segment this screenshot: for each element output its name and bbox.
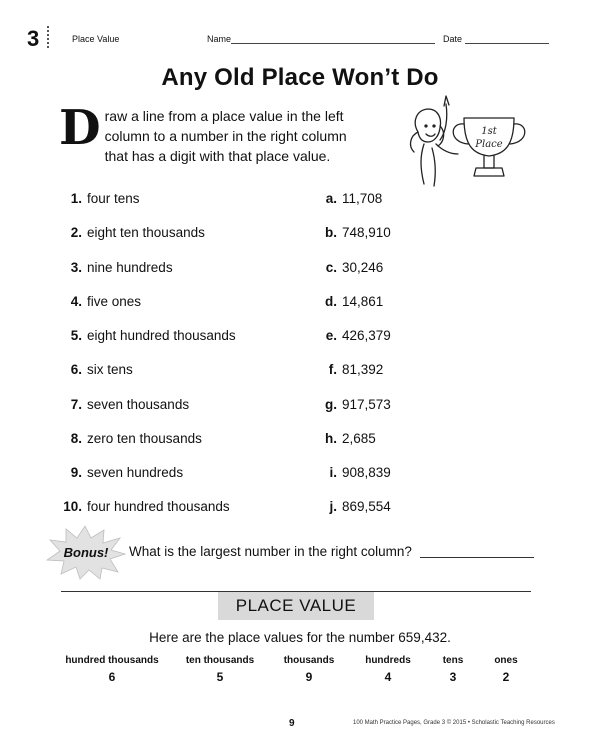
date-field[interactable]: [465, 43, 549, 44]
item-text: seven thousands: [87, 397, 190, 412]
left-item[interactable]: [60, 397, 189, 412]
name-label: Name: [207, 34, 232, 44]
right-item[interactable]: [312, 191, 382, 206]
item-text: eight hundred thousands: [87, 328, 236, 343]
bonus-question: What is the largest number in the right column?: [129, 544, 412, 559]
drop-cap: D: [59, 100, 101, 156]
left-item[interactable]: [60, 431, 202, 446]
place-value-digit: 4: [384, 670, 392, 684]
place-value-digit: 6: [108, 670, 116, 684]
place-value-digit: 2: [502, 670, 510, 684]
item-number: 9.: [70, 465, 82, 480]
trophy-label-2: Place: [475, 139, 503, 150]
header-topic: Place Value: [72, 34, 120, 44]
place-value-column-label: thousands: [283, 655, 335, 666]
item-number: 4.: [70, 294, 82, 309]
place-value-digit: 5: [216, 670, 224, 684]
page-title: Any Old Place Won’t Do: [161, 64, 439, 91]
right-item[interactable]: [312, 397, 391, 412]
item-number: 8.: [70, 431, 82, 446]
right-item[interactable]: [312, 225, 391, 240]
item-value: 908,839: [342, 465, 391, 480]
right-item[interactable]: [312, 465, 391, 480]
item-letter: e.: [325, 328, 337, 343]
item-value: 2,685: [342, 431, 376, 446]
item-value: 869,554: [342, 499, 391, 514]
item-letter: b.: [325, 225, 337, 240]
item-value: 30,246: [342, 260, 384, 275]
item-text: zero ten thousands: [87, 431, 202, 446]
left-item[interactable]: [60, 260, 173, 275]
bonus-label: Bonus!: [63, 545, 109, 560]
item-text: eight ten thousands: [87, 225, 205, 240]
left-item[interactable]: [60, 294, 141, 309]
right-item[interactable]: [312, 362, 383, 377]
item-text: six tens: [87, 362, 133, 377]
item-number: 5.: [70, 328, 82, 343]
page-section-number: 3: [27, 26, 40, 51]
place-value-heading: PLACE VALUE: [218, 592, 374, 620]
place-value-column-label: ten thousands: [185, 655, 255, 666]
left-item[interactable]: [60, 225, 205, 240]
right-item[interactable]: [312, 499, 391, 514]
place-value-column-label: ones: [494, 655, 518, 666]
item-text: nine hundreds: [87, 260, 173, 275]
item-number: 2.: [70, 225, 82, 240]
bonus-starburst-icon: [44, 524, 126, 580]
item-number: 1.: [70, 191, 82, 206]
page-number: 9: [289, 718, 295, 729]
item-value: 748,910: [342, 225, 391, 240]
item-number: 3.: [70, 260, 82, 275]
item-value: 11,708: [342, 191, 383, 206]
left-item[interactable]: [60, 362, 133, 377]
date-label: Date: [443, 34, 463, 44]
left-item[interactable]: [60, 328, 236, 343]
place-value-column-label: tens: [442, 655, 464, 666]
left-item[interactable]: [60, 465, 183, 480]
item-letter: i.: [329, 465, 337, 480]
left-item[interactable]: [60, 499, 230, 514]
item-text: seven hundreds: [87, 465, 184, 480]
item-number: 10.: [63, 499, 82, 514]
header-dotted-divider: [47, 26, 49, 48]
trophy-label-1: 1st: [481, 126, 497, 137]
item-text: five ones: [87, 294, 142, 309]
item-value: 81,392: [342, 362, 384, 377]
right-item[interactable]: [312, 294, 383, 309]
item-letter: c.: [325, 260, 337, 275]
item-number: 6.: [70, 362, 82, 377]
place-value-digit: 3: [449, 670, 457, 684]
item-value: 917,573: [342, 397, 391, 412]
left-item[interactable]: [60, 191, 140, 206]
right-item[interactable]: [312, 328, 391, 343]
name-field[interactable]: [231, 43, 435, 44]
item-text: four tens: [87, 191, 140, 206]
place-value-intro: Here are the place values for the number 659,432.: [149, 630, 451, 645]
instructions-text: raw a line from a place value in the left column to a number in the right column that has a digit with that place value.: [104, 108, 347, 164]
place-value-column-label: hundred thousands: [65, 655, 159, 666]
item-letter: h.: [325, 431, 337, 446]
right-item[interactable]: [312, 431, 376, 446]
place-value-column-label: hundreds: [365, 655, 411, 666]
girl-with-trophy-icon: [402, 92, 552, 192]
place-value-digit: 9: [305, 670, 313, 684]
footer-credit: 100 Math Practice Pages, Grade 3 © 2015 • Scholastic Teaching Resources: [353, 720, 555, 726]
item-letter: g.: [325, 397, 337, 412]
right-item[interactable]: [312, 260, 383, 275]
item-letter: a.: [325, 191, 337, 206]
item-value: 14,861: [342, 294, 384, 309]
instructions: [59, 100, 372, 166]
item-text: four hundred thousands: [87, 499, 230, 514]
item-number: 7.: [70, 397, 82, 412]
item-letter: f.: [328, 362, 337, 377]
item-letter: j.: [329, 499, 337, 514]
bonus-answer-field[interactable]: [420, 557, 534, 558]
item-value: 426,379: [342, 328, 391, 343]
item-letter: d.: [325, 294, 337, 309]
